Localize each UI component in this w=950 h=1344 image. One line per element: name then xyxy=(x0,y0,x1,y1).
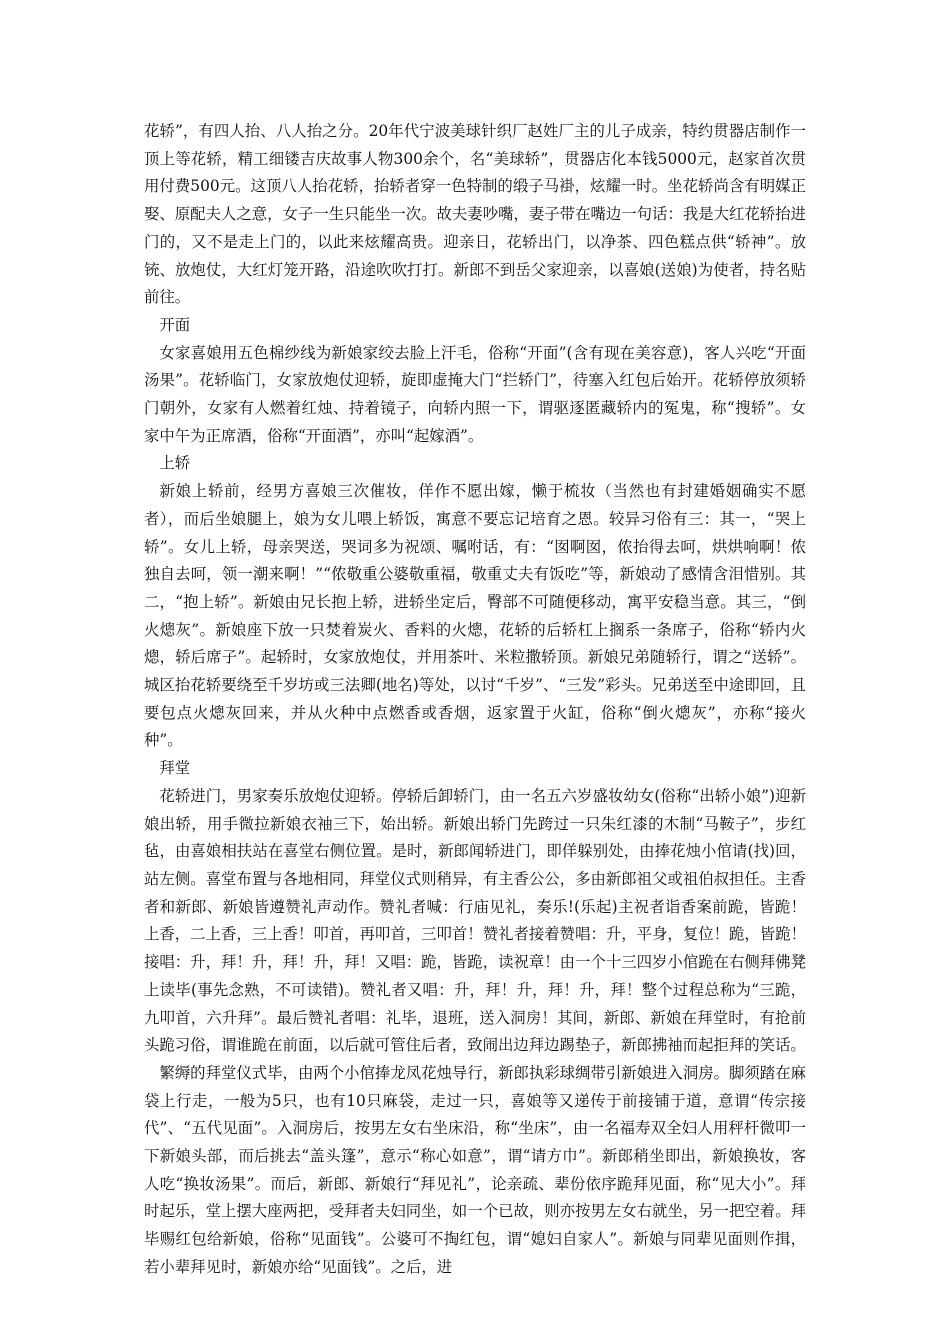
paragraph-intro: 花轿”，有四人抬、八人抬之分。20年代宁波美球针织厂赵姓厂主的儿子成亲，特约贯器店制作一顶上等花轿，精工细镂吉庆故事人物300余个，名“美球轿”，贯器店化本钱5000元，赵家首次贯用付费500元。这顶八人抬花轿，抬轿者穿一色特制的缎子马褂，炫耀一时。坐花轿尚含有明媒正娶、原配夫人之意，女子一生只能坐一次。故夫妻吵嘴，妻子带在嘴边一句话：我是大红花轿抬进门的，又不是走上门的，以此来炫耀高贵。迎亲日，花轿出门，以净茶、四色糕点供“轿神”。放铳、放炮仗，大红灯笼开路，沿途吹吹打打。新郎不到岳父家迎亲，以喜娘(送娘)为使者，持名贴前往。 xyxy=(144,122,806,307)
document-page xyxy=(144,118,806,1282)
section-heading-shangjiao: 上轿 xyxy=(159,454,191,473)
paragraph-dongfang: 繁缛的拜堂仪式毕，由两个小倌捧龙凤花烛导行，新郎执彩球绸带引新娘进入洞房。脚须踏在麻袋上行走，一般为5只，也有10只麻袋，走过一只，喜娘等又递传于前接铺于道，意谓“传宗接代”、“五代见面”。入洞房后，按男左女右坐床沿，称“坐床”，由一名福寿双全妇人用秤杆微叩一下新娘头部，而后挑去“盖头篷”，意示“称心如意”，谓“请方巾”。新郎稍坐即出，新娘换妆，客人吃“换妆汤果”。而后，新郎、新娘行“拜见礼”，论亲疏、辈份依序跪拜见面，称“见大小”。拜时起乐，堂上摆大座两把，受拜者夫妇同坐，如一个已故，则亦按男左女右就坐，另一把空着。拜毕赐红包给新娘，俗称“见面钱”。公婆可不掏红包，谓“媳妇自家人”。新娘与同辈见面则作揖，若小辈拜见时，新娘亦给“见面钱”。之后，进 xyxy=(144,1063,806,1276)
paragraph-shangjiao: 新娘上轿前，经男方喜娘三次催妆，佯作不愿出嫁，懒于梳妆（当然也有封建婚姻确实不愿者），而后坐娘腿上，娘为女儿喂上轿饭，寓意不要忘记培育之恩。较异习俗有三：其一，“哭上轿”。女儿上轿，母亲哭送，哭词多为祝颂、嘱咐话，有：“囡啊囡，侬抬得去呵，烘烘响啊！侬独自去呵，领一潮来啊！”“侬敬重公婆敬重福，敬重丈夫有饭吃”等，新娘动了感情含泪惜别。其二，“抱上轿”。新娘由兄长抱上轿，进轿坐定后，臀部不可随便移动，寓平安稳当意。其三，“倒火熜灰”。新娘座下放一只焚着炭火、香料的火熜，花轿的后轿杠上搁系一条席子，俗称“轿内火熜，轿后席子”。起轿时，女家放炮仗，并用茶叶、米粒撒轿顶。新娘兄弟随轿行，谓之“送轿”。城区抬花轿要绕至千岁坊或三法卿(地名)等处，以讨“千岁”、“三发”彩头。兄弟送至中途即回，且要包点火熜灰回来，并从火种中点燃香或香烟，返家置于火缸，俗称“倒火熜灰”，亦称“接火种”。 xyxy=(144,482,806,750)
paragraph-baitang: 花轿进门，男家奏乐放炮仗迎轿。停轿后卸轿门，由一名五六岁盛妆幼女(俗称“出轿小娘”)迎新娘出轿，用手微拉新娘衣袖三下，始出轿。新娘出轿门先跨过一只朱红漆的木制“马鞍子”，步红毡，由喜娘相扶站在喜堂右侧位置。是时，新郎闻轿进门，即佯躲别处，由捧花烛小倌请(找)回，站左侧。喜堂布置与各地相同，拜堂仪式则稍异，有主香公公，多由新郎祖父或祖伯叔担任。主香者和新郎、新娘皆遵赞礼声动作。赞礼者喊：行庙见礼，奏乐!(乐起)主祝者诣香案前跪，皆跪！上香，二上香，三上香！叩首，再叩首，三叩首！赞礼者接着赞唱：升，平身，复位！跪，皆跪！接唱：升，拜！升，拜！升，拜！又唱：跪，皆跪，读祝章！由一个十三四岁小倌跪在右侧拜佛凳上读毕(事先念熟，不可读错)。赞礼者又唱：升，拜！升，拜！升，拜！整个过程总称为“三跪，九叩首，六升拜”。最后赞礼者唱：礼毕，退班，送入洞房！其间，新郎、新娘在拜堂时，有抢前头跪习俗，谓谁跪在前面，以后就可管住后者，致闹出边拜边踢垫子，新郎拂袖而起拒拜的笑话。 xyxy=(144,786,806,1055)
section-heading-baitang: 拜堂 xyxy=(159,759,191,778)
paragraph-kaimian: 女家喜娘用五色棉纱线为新娘家绞去脸上汗毛，俗称“开面”(含有现在美容意)，客人兴吃“开面汤果”。花轿临门，女家放炮仗迎轿，旋即虚掩大门“拦轿门”，待塞入红包后始开。花轿停放须轿门朝外，女家有人燃着红烛、持着镜子，向轿内照一下，谓驱逐匿藏轿内的冤鬼，称“搜轿”。女家中午为正席酒，俗称“开面酒”，亦叫“起嫁酒”。 xyxy=(144,343,806,445)
section-heading-kaimian: 开面 xyxy=(159,315,191,334)
